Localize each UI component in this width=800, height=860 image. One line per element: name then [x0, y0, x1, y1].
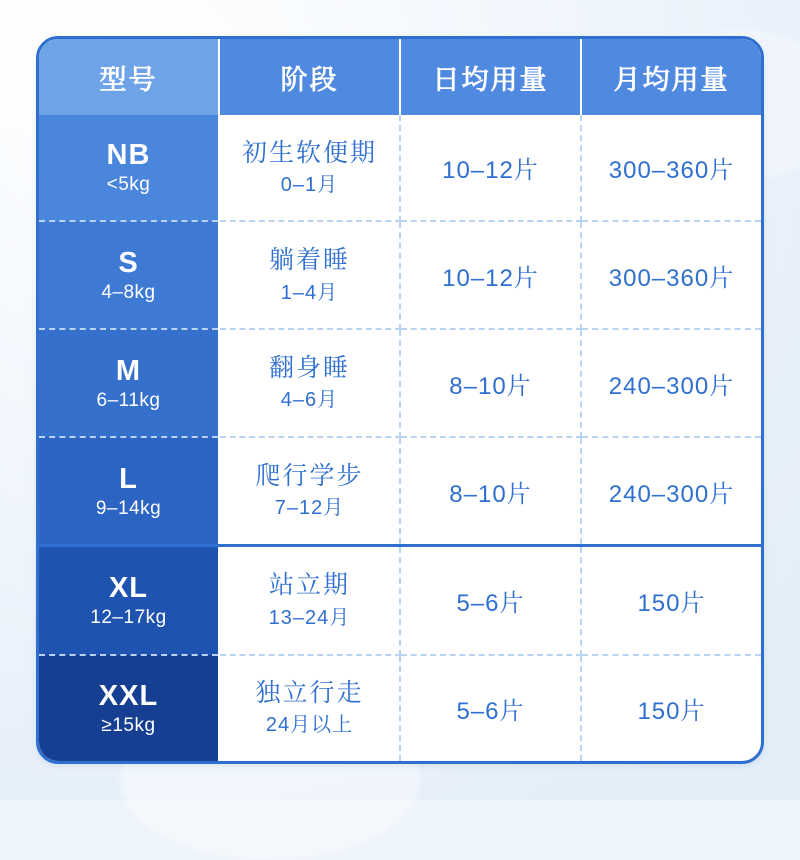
cell-monthly-usage: 300–360片 [581, 115, 761, 221]
stage-age: 7–12月 [274, 497, 345, 520]
cell-model [39, 221, 219, 329]
table-body [39, 115, 761, 761]
model-weight: ≥15kg [101, 715, 156, 736]
stage-name: 独立行走 [255, 679, 364, 708]
cell-daily-usage: 5–6片 [400, 655, 581, 761]
table-header [39, 39, 761, 115]
table-header-row [39, 39, 761, 115]
table-row [39, 437, 761, 546]
cell-daily-usage: 8–10片 [400, 437, 581, 546]
header-monthly-usage: 月均用量 [581, 39, 761, 115]
model-size: M [115, 354, 142, 387]
cell-model [39, 546, 219, 655]
model-size: XXL [98, 679, 159, 712]
stage-age: 0–1月 [280, 173, 339, 196]
model-size: L [119, 462, 138, 495]
cell-stage [219, 546, 400, 655]
stage-age: 13–24月 [268, 606, 351, 629]
header-stage: 阶段 [219, 39, 400, 115]
table-row [39, 546, 761, 655]
model-weight: 4–8kg [101, 282, 156, 304]
stage-name: 站立期 [268, 571, 350, 600]
cell-model [39, 437, 219, 546]
model-size: XL [108, 571, 149, 604]
cell-monthly-usage: 150片 [637, 697, 706, 725]
cell-stage [219, 437, 400, 546]
cell-stage [219, 655, 400, 761]
size-chart-card [36, 36, 764, 764]
size-chart-table [39, 39, 761, 761]
stage-name: 初生软便期 [241, 138, 377, 167]
cell-monthly-usage: 240–300片 [581, 437, 761, 546]
table-row [39, 115, 761, 221]
model-weight: 9–14kg [95, 498, 162, 520]
cell-daily-usage: 10–12片 [400, 115, 581, 221]
cell-daily-usage: 10–12片 [400, 221, 581, 329]
model-weight: 12–17kg [90, 607, 167, 629]
model-weight: <5kg [106, 174, 151, 196]
model-weight: 6–11kg [96, 390, 161, 412]
stage-name: 爬行学步 [255, 462, 364, 491]
cell-stage [219, 115, 400, 221]
stage-name: 翻身睡 [268, 354, 350, 383]
cell-monthly-usage: 150片 [581, 546, 761, 655]
cell-stage [219, 221, 400, 329]
stage-name: 躺着睡 [268, 246, 350, 275]
model-size: NB [106, 139, 151, 172]
header-daily-usage: 日均用量 [400, 39, 581, 115]
header-model: 型号 [39, 39, 219, 115]
cell-daily-usage: 5–6片 [400, 546, 581, 655]
model-size: S [118, 246, 139, 279]
stage-age: 24月以上 [265, 714, 354, 737]
table-row [39, 655, 761, 761]
cell-model [39, 329, 219, 437]
cell-daily-usage: 8–10片 [400, 329, 581, 437]
stage-age: 4–6月 [280, 389, 339, 412]
cell-stage [219, 329, 400, 437]
cell-monthly-usage: 300–360片 [581, 221, 761, 329]
stage-age: 1–4月 [280, 281, 339, 304]
cell-monthly-usage: 240–300片 [581, 329, 761, 437]
table-row [39, 221, 761, 329]
cell-model [39, 655, 219, 761]
table-row [39, 329, 761, 437]
cell-model [39, 115, 219, 221]
